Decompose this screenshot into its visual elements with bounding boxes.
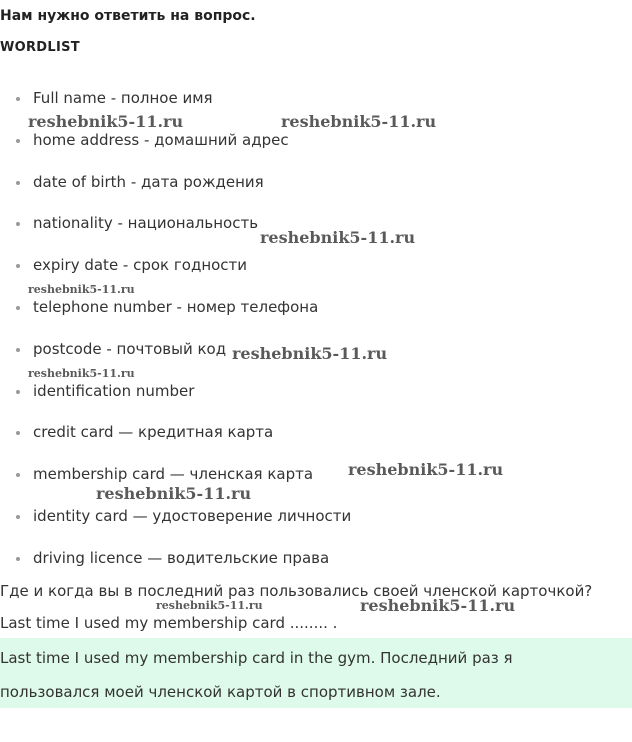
prompt-text: Last time I used my membership card ........ . xyxy=(0,614,338,632)
bullet-icon xyxy=(16,473,20,477)
list-item-text: nationality - национальность xyxy=(33,214,259,233)
watermark: reshebnik5-11.ru xyxy=(232,344,388,363)
list-item xyxy=(0,172,620,192)
bullet-icon xyxy=(16,264,20,268)
watermark: reshebnik5-11.ru xyxy=(96,484,252,503)
list-item xyxy=(0,255,620,275)
list-item-text: date of birth - дата рождения xyxy=(33,172,264,191)
list-item-text: identification number xyxy=(33,381,195,400)
list-item-text: membership card — членская карта xyxy=(33,465,314,484)
list-item-text: expiry date - срок годности xyxy=(33,256,248,275)
answer-box xyxy=(0,638,632,708)
list-item-text: telephone number - номер телефона xyxy=(33,297,319,316)
watermark: reshebnik5-11.ru xyxy=(260,228,416,247)
bullet-icon xyxy=(16,431,20,435)
bullet-icon xyxy=(16,222,20,226)
watermark: reshebnik5-11.ru xyxy=(156,599,263,612)
bullet-icon xyxy=(16,390,20,394)
wordlist-title: WORDLIST xyxy=(0,40,80,55)
list-item-text: home address - домашний адрес xyxy=(33,130,289,149)
list-item xyxy=(0,381,620,401)
bullet-icon xyxy=(16,181,20,185)
list-item-text: credit card — кредитная карта xyxy=(33,423,274,442)
bullet-icon xyxy=(16,97,20,101)
list-item xyxy=(0,548,620,568)
bullet-icon xyxy=(16,515,20,519)
watermark: reshebnik5-11.ru xyxy=(28,283,135,296)
answer-text: Last time I used my membership card in the gym. Последний раз я пользовался моей членской картой в спортивном зале. xyxy=(0,649,513,701)
bullet-icon xyxy=(16,306,20,310)
list-item xyxy=(0,88,620,108)
list-item xyxy=(0,130,620,150)
bullet-icon xyxy=(16,139,20,143)
watermark: reshebnik5-11.ru xyxy=(360,596,516,615)
watermark: reshebnik5-11.ru xyxy=(28,367,135,380)
list-item-text: postcode - почтовый код xyxy=(33,339,227,358)
list-item-text: identity card — удостоверение личности xyxy=(33,506,352,525)
question-text: Где и когда вы в последний раз пользовались своей членской карточкой? xyxy=(0,582,593,600)
watermark: reshebnik5-11.ru xyxy=(28,112,184,131)
list-item xyxy=(0,297,620,317)
bullet-icon xyxy=(16,348,20,352)
watermark: reshebnik5-11.ru xyxy=(281,112,437,131)
list-item-text: driving licence — водительские права xyxy=(33,548,330,567)
page-heading: Нам нужно ответить на вопрос. xyxy=(0,8,256,24)
list-item xyxy=(0,506,620,526)
watermark: reshebnik5-11.ru xyxy=(348,460,504,479)
list-item-text: Full name - полное имя xyxy=(33,89,213,107)
list-item xyxy=(0,422,620,442)
list-item xyxy=(0,464,620,484)
wordlist xyxy=(0,88,620,590)
bullet-icon xyxy=(16,557,20,561)
